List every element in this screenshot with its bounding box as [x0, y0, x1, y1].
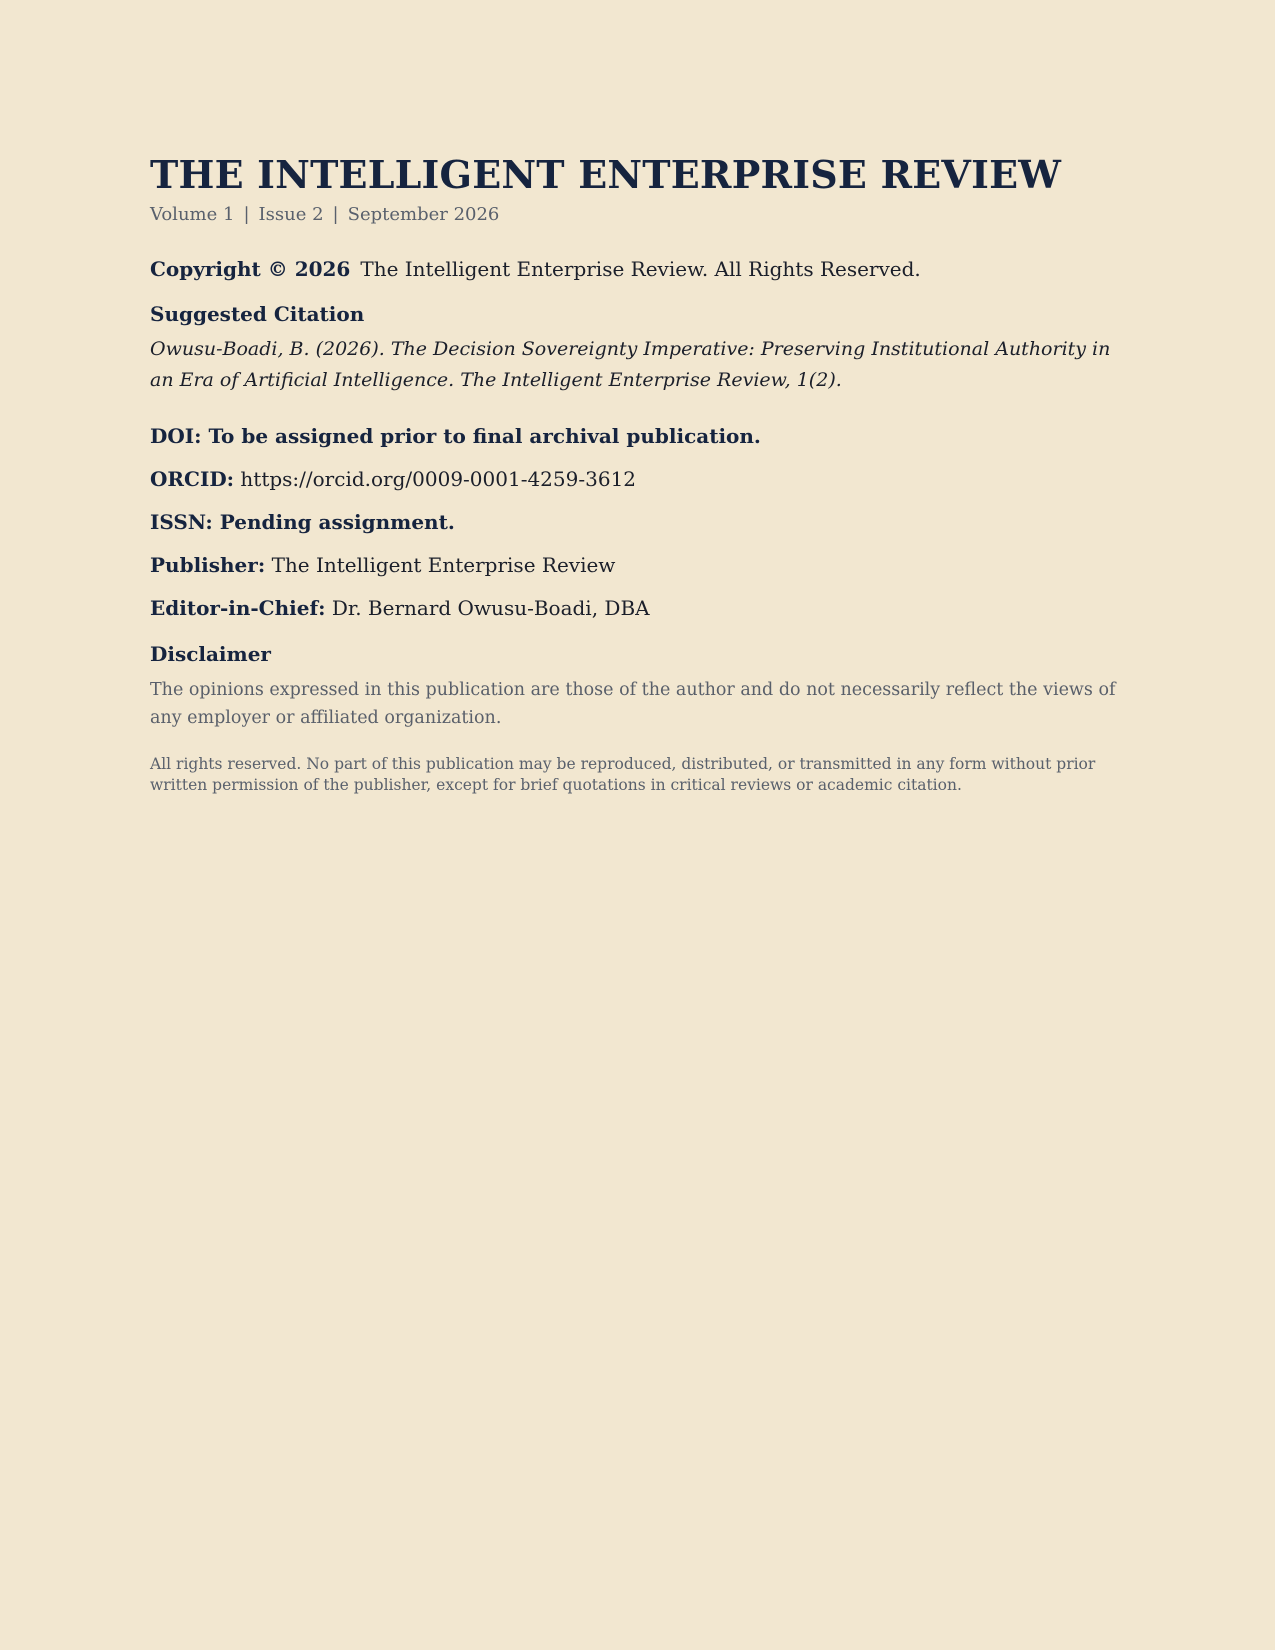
disclaimer-text: The opinions expressed in this publication are those of the author and do not necessarily reflect the views of any employer or affiliated organization. [150, 680, 1116, 728]
editor-label: Editor-in-Chief: [150, 596, 326, 620]
doi-line: DOI: To be assigned prior to final archival publication. [150, 424, 761, 448]
issn-line: ISSN: Pending assignment. [150, 510, 455, 534]
citation-text: Owusu-Boadi, B. (2026). The Decision Sovereignty Imperative: Preserving Institutional Authority in an Era of Artificial Intelligence. The Intelligent Enterprise Review, 1(2). [150, 338, 1111, 391]
copyright-text: The Intelligent Enterprise Review. All Rights Reserved. [360, 257, 921, 281]
issue-date: September 2026 [347, 204, 500, 225]
editor-line [150, 594, 1130, 622]
publisher-line [150, 551, 1130, 579]
issue-label: Issue 2 [258, 204, 324, 225]
editor-value: Dr. Bernard Owusu-Boadi, DBA [331, 596, 650, 620]
issue-info [150, 202, 1130, 228]
separator: | [243, 204, 250, 225]
orcid-line [150, 465, 1130, 493]
copyright-page-content [150, 152, 1130, 812]
publisher-value: The Intelligent Enterprise Review [271, 553, 616, 577]
separator: | [332, 204, 339, 225]
journal-title: THE INTELLIGENT ENTERPRISE REVIEW [150, 152, 1062, 197]
citation-heading: Suggested Citation [150, 302, 365, 326]
publisher-label: Publisher: [150, 553, 266, 577]
volume-label: Volume 1 [150, 204, 235, 225]
copyright-lead: Copyright © 2026 [150, 257, 351, 281]
copyright-line [150, 254, 1130, 284]
orcid-link[interactable]: https://orcid.org/0009-0001-4259-3612 [240, 467, 637, 491]
rights-notice: All rights reserved. No part of this publication may be reproduced, distributed, or transmitted in any form without prior written permission of the publisher, except for brief quotations in critical reviews or academic citation. [150, 755, 1096, 794]
disclaimer-heading: Disclaimer [150, 642, 271, 666]
orcid-label: ORCID: [150, 467, 235, 491]
